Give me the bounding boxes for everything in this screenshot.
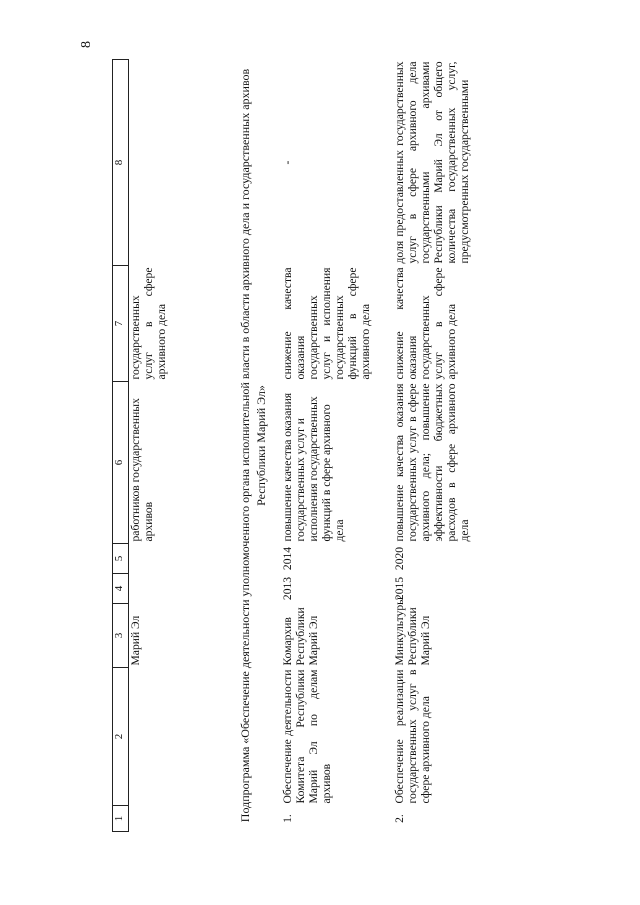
cell-consequence: государственных услуг в сфере архивного дела <box>129 267 168 380</box>
col-header: 2 <box>113 668 129 806</box>
cell-start-year: 2015 <box>393 576 406 601</box>
section-title: Подпрограмма «Обеспечение деятельности уполномоченного органа исполнительной власти в области архивного дела и государственных архивов Республики Марий Эл» <box>238 68 268 823</box>
table-row <box>281 60 393 832</box>
col-header: 6 <box>113 382 129 544</box>
cell-name: Обеспечение деятельности Комитета Республики Марий Эл по делам архивов <box>281 669 333 804</box>
cell-end-year: 2020 <box>393 546 406 571</box>
cell-result: повышение качества оказания государственных услуг в сфере архивного дела; повышение эффективности бюджетных расходов в сфере архивного дела <box>393 383 471 542</box>
cell-consequence: снижение качества оказания государственных услуг и исполнения государственных функций в сфере архивного дела <box>281 267 372 380</box>
page-number: 8 <box>79 41 94 48</box>
cell-num: 1. <box>281 814 294 823</box>
cell-indicator: доля предоставленных государственных услуг в сфере архивного дела государственными архивами Республики Марий Эл от общего количества государственных услуг, предусмотренных государственными <box>393 61 471 264</box>
col-header: 5 <box>113 544 129 574</box>
col-header: 4 <box>113 574 129 604</box>
cell-indicator: - <box>281 160 294 165</box>
col-header: 7 <box>113 266 129 382</box>
cell-result: повышение качества оказания государственных услуг и исполнения государственных функций в сфере архивного дела <box>281 392 346 542</box>
cell-num: 2. <box>393 814 406 823</box>
cell-start-year: 2013 <box>281 576 294 601</box>
cell-executor: Минкультуры Республики Марий Эл <box>393 597 432 666</box>
cell-name: Обеспечение реализации государственных услуг в сфере архивного дела <box>393 669 432 804</box>
section-title-row <box>237 60 281 832</box>
continuation-row <box>129 60 238 832</box>
table-row <box>393 60 543 832</box>
col-header: 3 <box>113 604 129 668</box>
column-number-row <box>113 60 129 832</box>
col-header: 1 <box>113 806 129 832</box>
cell-result: работников государственных архивов <box>129 398 155 542</box>
rotated-table-area <box>112 60 532 832</box>
cell-executor: Марий Эл <box>129 615 142 666</box>
cell-consequence: снижение качества оказания государственных услуг в сфере архивного дела <box>393 267 458 380</box>
cell-executor: Комархив Республики Марий Эл <box>281 607 320 666</box>
col-header: 8 <box>113 60 129 266</box>
cell-end-year: 2014 <box>281 546 294 571</box>
measures-table <box>112 59 543 832</box>
